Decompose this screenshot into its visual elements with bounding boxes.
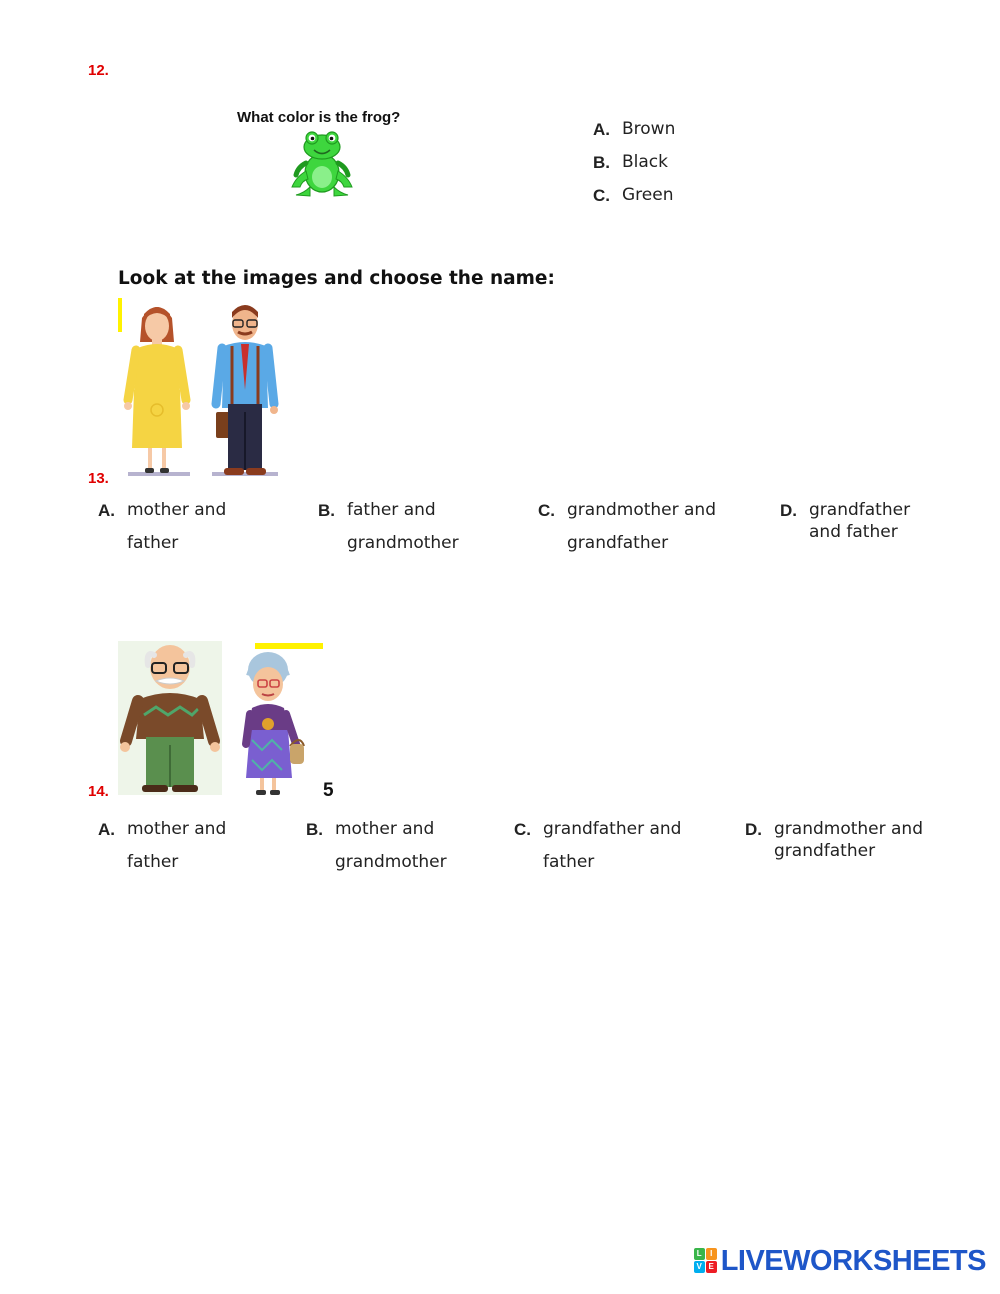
option-text — [567, 494, 716, 560]
option-line-2: father — [127, 533, 179, 553]
option-line-2: father — [127, 852, 179, 872]
option-line-1: grandmother and — [567, 500, 716, 520]
option-line-2: grandfather — [774, 841, 876, 861]
question-number-14: 14. — [88, 783, 109, 800]
logo-letter: E — [706, 1261, 717, 1273]
option-text — [809, 499, 910, 543]
section-heading: Look at the images and choose the name: — [118, 268, 555, 289]
option-line-1: grandfather and — [543, 819, 682, 839]
option-letter: C. — [538, 501, 555, 520]
frog-icon — [286, 127, 358, 199]
mother-figure-icon — [122, 300, 192, 482]
option-text — [127, 813, 226, 879]
option-line-1: grandfather — [809, 500, 911, 520]
option-letter: D. — [745, 820, 762, 839]
option-text — [335, 813, 447, 879]
question-number-12: 12. — [88, 62, 109, 79]
option-text — [774, 818, 923, 862]
option-letter: A. — [98, 501, 115, 520]
logo-letter: L — [694, 1248, 705, 1260]
option-letter: A. — [98, 820, 115, 839]
option-line-2: grandmother — [347, 533, 459, 553]
score-mark: 5 — [323, 780, 334, 801]
option-text: Brown — [622, 119, 676, 139]
option-letter: C. — [593, 186, 610, 205]
option-letter: B. — [593, 153, 610, 172]
option-line-1: mother and — [335, 819, 435, 839]
liveworksheets-logo-icon — [694, 1248, 718, 1274]
option-line-1: grandmother and — [774, 819, 923, 839]
option-text: Black — [622, 152, 668, 172]
option-letter: A. — [593, 120, 610, 139]
brand-name: LIVEWORKSHEETS — [720, 1244, 986, 1277]
option-line-2: grandfather — [567, 533, 669, 553]
option-line-1: mother and — [127, 500, 227, 520]
liveworksheets-brand[interactable] — [694, 1246, 986, 1276]
option-line-2: grandmother — [335, 852, 447, 872]
option-text — [543, 813, 681, 879]
option-text — [347, 494, 459, 560]
grandmother-figure-icon — [232, 650, 306, 796]
option-letter: B. — [318, 501, 335, 520]
option-text — [127, 494, 226, 560]
option-letter: D. — [780, 501, 797, 520]
logo-letter: I — [706, 1248, 717, 1260]
highlight-mark — [255, 643, 323, 649]
question-number-13: 13. — [88, 470, 109, 487]
option-letter: B. — [306, 820, 323, 839]
option-letter: C. — [514, 820, 531, 839]
option-text: Green — [622, 185, 674, 205]
grandfather-figure-icon — [118, 641, 222, 795]
option-line-1: father and — [347, 500, 436, 520]
father-figure-icon — [210, 300, 280, 482]
option-line-2: father — [543, 852, 595, 872]
question-prompt-12: What color is the frog? — [237, 109, 401, 126]
option-line-2: and father — [809, 522, 898, 542]
logo-letter: V — [694, 1261, 705, 1273]
option-line-1: mother and — [127, 819, 227, 839]
